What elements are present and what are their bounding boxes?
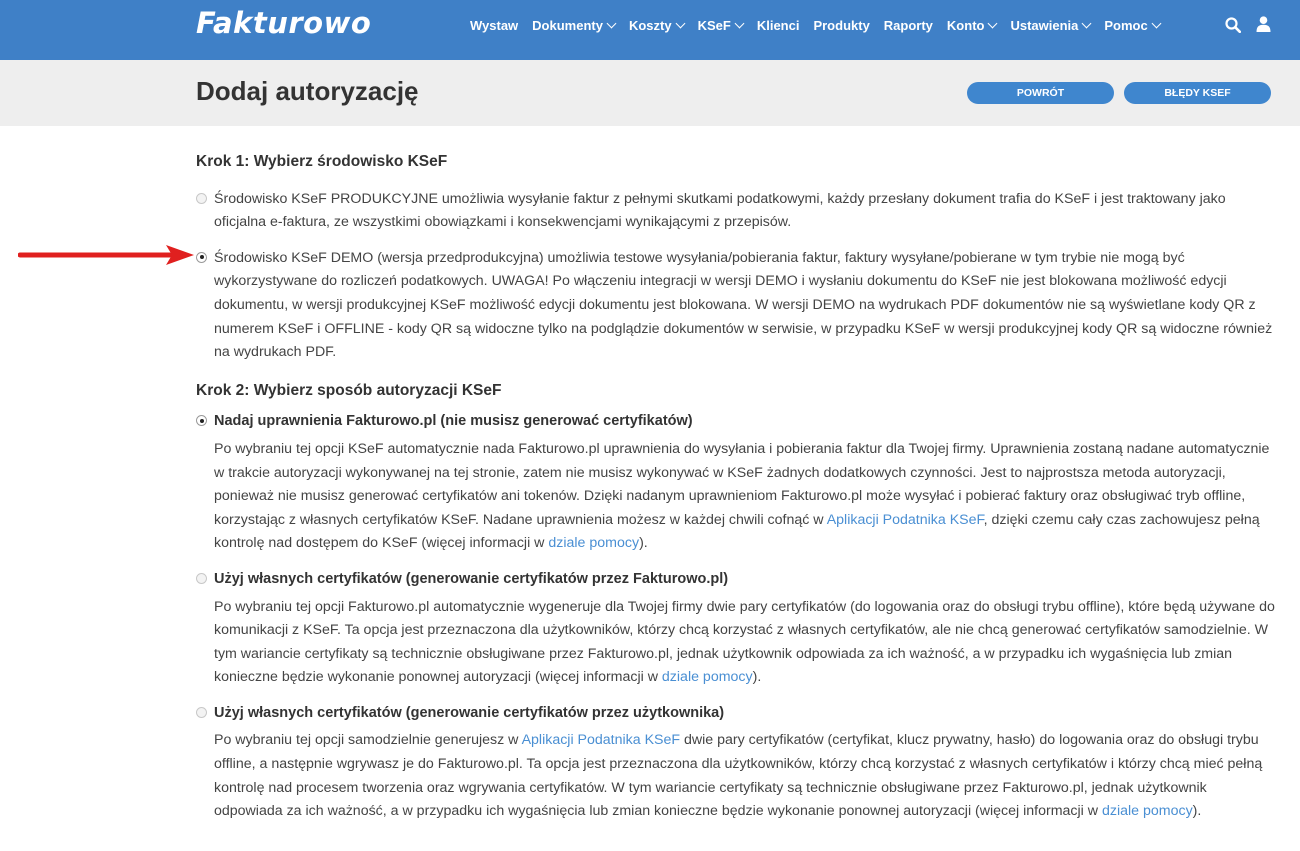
radio-production[interactable]: [196, 193, 207, 204]
chevron-down-icon: [734, 18, 744, 28]
nav-item-ksef[interactable]: [698, 18, 743, 33]
nav-item-ustawienia[interactable]: [1010, 18, 1090, 33]
auth-option-permissions[interactable]: [196, 410, 1276, 556]
nav-label: Konto: [946, 17, 985, 33]
nav-label: Produkty: [813, 17, 870, 33]
chevron-down-icon: [607, 18, 617, 28]
option-description: [214, 438, 1276, 556]
page-title: Dodaj autoryzację: [196, 76, 419, 106]
nav-item-wystaw[interactable]: [470, 18, 518, 33]
env-option-production[interactable]: [196, 188, 1276, 235]
option-title: Użyj własnych certyfikatów (generowanie certyfikatów przez użytkownika): [214, 704, 725, 721]
step2-title: Krok 2: Wybierz sposób autoryzacji KSeF: [196, 381, 502, 399]
nav-label: Klienci: [756, 17, 800, 33]
auth-option-fakturowo-certificates[interactable]: [196, 568, 1276, 690]
option-title: Użyj własnych certyfikatów (generowanie certyfikatów przez Fakturowo.pl): [214, 570, 729, 587]
option-description: [214, 596, 1276, 690]
text: ).: [1192, 803, 1202, 820]
chevron-down-icon: [1151, 18, 1161, 28]
chevron-down-icon: [988, 18, 998, 28]
nav-label: Koszty: [628, 17, 672, 33]
ksef-errors-button[interactable]: BŁĘDY KSEF: [1124, 82, 1271, 104]
nav-item-pomoc[interactable]: [1104, 18, 1159, 33]
nav-item-klienci[interactable]: [757, 18, 800, 33]
option-description: Środowisko KSeF PRODUKCYJNE umożliwia wysyłanie faktur z pełnymi skutkami podatkowymi, każdy przesłany dokument trafia do KSeF i jest traktowany jako oficjalna e-faktura, ze wszystkimi obowiązkami i konsekwencjami wynikającymi z przepisów.: [214, 190, 1226, 231]
search-icon[interactable]: [1225, 17, 1241, 33]
text: Po wybraniu tej opcji KSeF automatycznie nada Fakturowo.pl uprawnienia do wysyłania i pobierania faktur dla Twojej firmy. Uprawnienia zostaną nadane automatycznie w trakcie autoryzacji wykonywanej na tej stronie, zatem nie musisz wykonywać w KSeF żadnych dodatkowych czynności. Jest to najprostsza metoda autoryzacji, ponieważ nie musisz generować certyfikatów ani tokenów. Dzięki nadanym uprawnieniom Fakturowo.pl może wysyłać i pobierać faktury oraz obsługiwać tryb offline, korzystając z własnych certyfikatów KSeF. Nadane uprawnienia możesz w każdej chwili cofnąć w: [214, 440, 1270, 528]
radio-permissions[interactable]: [196, 415, 207, 426]
nav-label: KSeF: [697, 17, 731, 33]
taxpayer-app-link[interactable]: Aplikacji Podatnika KSeF: [521, 732, 681, 749]
text: Po wybraniu tej opcji samodzielnie generujesz w: [214, 732, 522, 749]
nav-item-dokumenty[interactable]: [532, 18, 615, 33]
red-arrow-annotation: [18, 243, 196, 267]
chevron-down-icon: [1082, 18, 1092, 28]
text: ).: [639, 535, 648, 552]
nav-item-produkty[interactable]: [813, 18, 869, 33]
nav-label: Wystaw: [470, 17, 519, 33]
main-content: [196, 150, 1276, 824]
radio-demo[interactable]: [196, 252, 207, 263]
nav-item-raporty[interactable]: [884, 18, 933, 33]
option-description: Środowisko KSeF DEMO (wersja przedprodukcyjna) umożliwia testowe wysyłania/pobierania faktur, faktury wysyłane/pobierane w tym trybie nie mogą być wykorzystywane do rozliczeń podatkowych. UWAGA! Po włączeniu integracji w wersji DEMO i wysłaniu dokumentu do KSeF nie jest blokowana możliwość edycji dokumentu, w wersji produkcyjnej KSeF możliwość edycji dokumentu jest blokowana. W wersji DEMO na wydrukach PDF dokumentów nie są wyświetlane kody QR z numerem KSeF i OFFLINE - kody QR są widoczne tylko na podglądzie dokumentów w serwisie, w przypadku KSeF w wersji produkcyjnej kody QR są widoczne również na wydrukach PDF.: [214, 249, 1273, 361]
main-nav: [470, 0, 1174, 50]
radio-fakturowo-certificates[interactable]: [196, 573, 207, 584]
text: dwie pary certyfikatów (certyfikat, klucz prywatny, hasło) do logowania oraz do obsługi trybu offline, a następnie wgrywasz je do Fakturowo.pl. Ta opcja jest przeznaczona dla użytkowników, którzy chcą korzystać z własnych certyfikatów i którzy chcą mieć pełną kontrolę nad procesem tworzenia oraz wgrywania certyfikatów. W tym wariancie certyfikaty są technicznie obsługiwane przez Fakturowo.pl, jednak użytkownik odpowiada za ich ważność, a w przypadku ich wygaśnięcia lub zmian konieczne będzie wykonanie ponownej autoryzacji (więcej informacji w: [214, 732, 1263, 820]
nav-label: Dokumenty: [532, 17, 603, 33]
nav-label: Ustawienia: [1010, 17, 1079, 33]
help-section-link[interactable]: dziale pomocy: [548, 535, 640, 552]
option-title: Nadaj uprawnienia Fakturowo.pl (nie musisz generować certyfikatów): [214, 413, 693, 430]
text: Po wybraniu tej opcji Fakturowo.pl automatycznie wygeneruje dla Twojej firmy dwie pary certyfikatów (do logowania oraz do obsługi trybu offline), które będą używane do komunikacji z KSeF. Ta opcja jest przeznaczona dla użytkowników, którzy chcą korzystać z własnych certyfikatów, ale nie chcą generować certyfikatów samodzielnie. W tym wariancie certyfikaty są technicznie obsługiwane przez Fakturowo.pl, jednak użytkownik odpowiada za ich ważność, a w przypadku ich wygaśnięcia lub zmian konieczne będzie wykonanie ponownej autoryzacji (więcej informacji w: [214, 598, 1275, 686]
top-navbar: [0, 0, 1300, 60]
text: ).: [752, 669, 762, 686]
text: , dzięki czemu cały czas zachowujesz pełną kontrolę nad dostępem do KSeF (więcej informacji w: [214, 511, 1260, 552]
user-icon[interactable]: [1256, 16, 1271, 32]
env-option-demo[interactable]: [196, 247, 1276, 365]
taxpayer-app-link[interactable]: Aplikacji Podatnika KSeF: [826, 511, 984, 528]
logo[interactable]: Fakturowo: [196, 6, 372, 40]
radio-user-certificates[interactable]: [196, 707, 207, 718]
nav-item-konto[interactable]: [947, 18, 997, 33]
help-section-link[interactable]: dziale pomocy: [661, 669, 753, 686]
nav-label: Raporty: [883, 17, 933, 33]
help-section-link[interactable]: dziale pomocy: [1101, 803, 1193, 820]
nav-item-koszty[interactable]: [629, 18, 684, 33]
nav-label: Pomoc: [1104, 17, 1148, 33]
chevron-down-icon: [675, 18, 685, 28]
auth-option-user-certificates[interactable]: [196, 702, 1276, 824]
option-description: [214, 729, 1276, 823]
step1-title: Krok 1: Wybierz środowisko KSeF: [196, 153, 448, 170]
back-button[interactable]: POWRÓT: [967, 82, 1114, 104]
